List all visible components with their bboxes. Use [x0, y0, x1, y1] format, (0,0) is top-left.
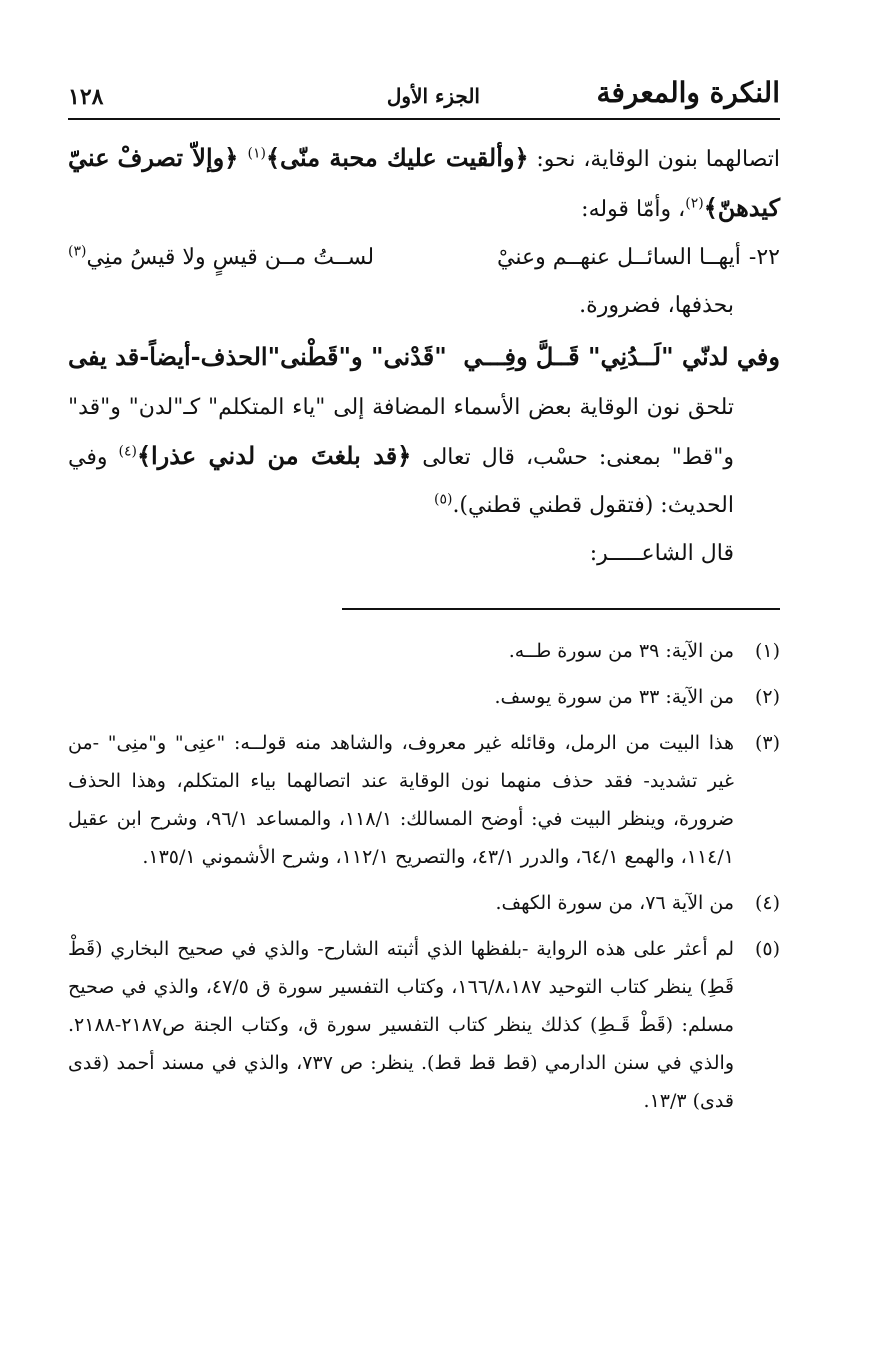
footnote-separator — [342, 608, 780, 610]
footnotes — [68, 632, 780, 1120]
rule-second-half: "قَدْنى" و"قَطْنى"الحذف-أيضاً-قد يفى — [68, 342, 447, 371]
footnote-number: (٥) — [754, 938, 780, 960]
verse-first-half: أيهــا السائــل عنهــم وعنيْ — [496, 245, 741, 270]
footnote-text: من الآية ٧٦، من سورة الكهف. — [495, 892, 734, 914]
poet-said-line: قال الشاعـــــر: — [589, 541, 734, 566]
intro-text: اتصالهما بنون الوقاية، نحو: — [528, 147, 781, 172]
chapter-title: النكرة والمعرفة — [596, 76, 780, 109]
footnote-number: (١) — [754, 640, 780, 662]
book-page — [68, 70, 780, 1128]
explanation-text-2: وفي الحديث: (فتقول قطني قطني). — [68, 445, 734, 518]
verse-second-hemistich — [68, 234, 374, 282]
footnote-number: (٢) — [754, 686, 780, 708]
paragraph-intro — [68, 134, 780, 234]
quran-quote-1: ﴿وألقيت عليك محبة منّى﴾ — [265, 143, 529, 172]
footnote-text: لم أعثر على هذه الرواية -بلفظها الذي أثبته الشارح- والذي في صحيح البخاري (قَطْ قَطِ) ينظر كتاب التوحيد ١٦٦/٨،١٨٧، وكتاب التفسير سورة ق ٤٧/٥، والذي في صحيح مسلم: (قَطْ قَـطِ) كذلك ينظر كتاب التفسير سورة ق، وكتاب الجنة ص٢١٨٧-٢١٨٨. والذي في سنن الدارمي (قط قط قط). ينظر: ص ٧٣٧، والذي في مسند أحمد (قدى قدى) ١٣/٣. — [68, 938, 734, 1112]
rule-first-half: وفي لدنّي "لَــدُنِي" قَــلَّ وفِـــي — [463, 342, 780, 371]
footnote-text: من الآية: ٣٣ من سورة يوسف. — [494, 686, 734, 708]
quran-quote-3: ﴿قد بلغتَ من لدني عذرا﴾ — [136, 441, 412, 470]
footnote-ref-2[interactable]: (٢) — [685, 195, 704, 212]
footnote-number: (٣) — [754, 732, 780, 754]
footnote-ref-4[interactable]: (٤) — [118, 443, 137, 460]
quran-quote-2a: ﴿وإلاّ تصرفْ — [117, 143, 248, 172]
poetry-verse-22 — [68, 234, 780, 282]
footnote-item — [68, 632, 780, 670]
page-number: ١٢٨ — [68, 84, 104, 110]
after-verse-text: بحذفها، فضرورة. — [579, 293, 734, 318]
grammar-rule-verse — [68, 330, 780, 384]
main-text — [68, 134, 780, 578]
footnote-item — [68, 930, 780, 1120]
verse-number: ٢٢- — [748, 245, 780, 270]
footnote-text: من الآية: ٣٩ من سورة طــه. — [508, 640, 734, 662]
verse-first-hemistich — [497, 234, 780, 282]
page-header — [68, 70, 780, 120]
explanation-text-1: تلحق نون الوقاية بعض الأسماء المضافة إلى "ياء المتكلم" كـ"لدن" و"قد" و"قط" بمعنى: حسْب، قال تعالى — [68, 395, 734, 470]
footnote-item — [68, 678, 780, 716]
quran-quote-2b: عنيّ كيدهنّ﴾ — [68, 143, 780, 222]
footnote-ref-5[interactable]: (٥) — [433, 491, 453, 508]
footnote-ref-1[interactable]: (١) — [247, 145, 266, 162]
paragraph-explanation — [68, 384, 780, 530]
volume-label: الجزء الأول — [386, 84, 480, 108]
footnote-ref-3[interactable]: (٣) — [68, 243, 87, 260]
footnote-number: (٤) — [754, 892, 780, 914]
verse-second-half: لســتُ مــن قيسٍ ولا قيسُ منِي — [86, 245, 375, 270]
footnote-item — [68, 884, 780, 922]
footnote-item — [68, 724, 780, 876]
footnote-text: هذا البيت من الرمل، وقائله غير معروف، والشاهد منه قولــه: "عنِى" و"منِى" -من غير تشديد- فقد حذف منهما نون الوقاية عند اتصالهما بياء المتكلم، وهذا الحذف ضرورة، وينظر البيت في: أوضح المسالك: ١١٨/١، والمساعد ٩٦/١، وشرح ابن عقيل ١١٤/١، والهمع ٦٤/١، والدرر ٤٣/١، والتصريح ١١٢/١، وشرح الأشموني ١٣٥/١. — [68, 732, 734, 868]
intro-suffix: ، وأمّا قوله: — [581, 197, 686, 222]
